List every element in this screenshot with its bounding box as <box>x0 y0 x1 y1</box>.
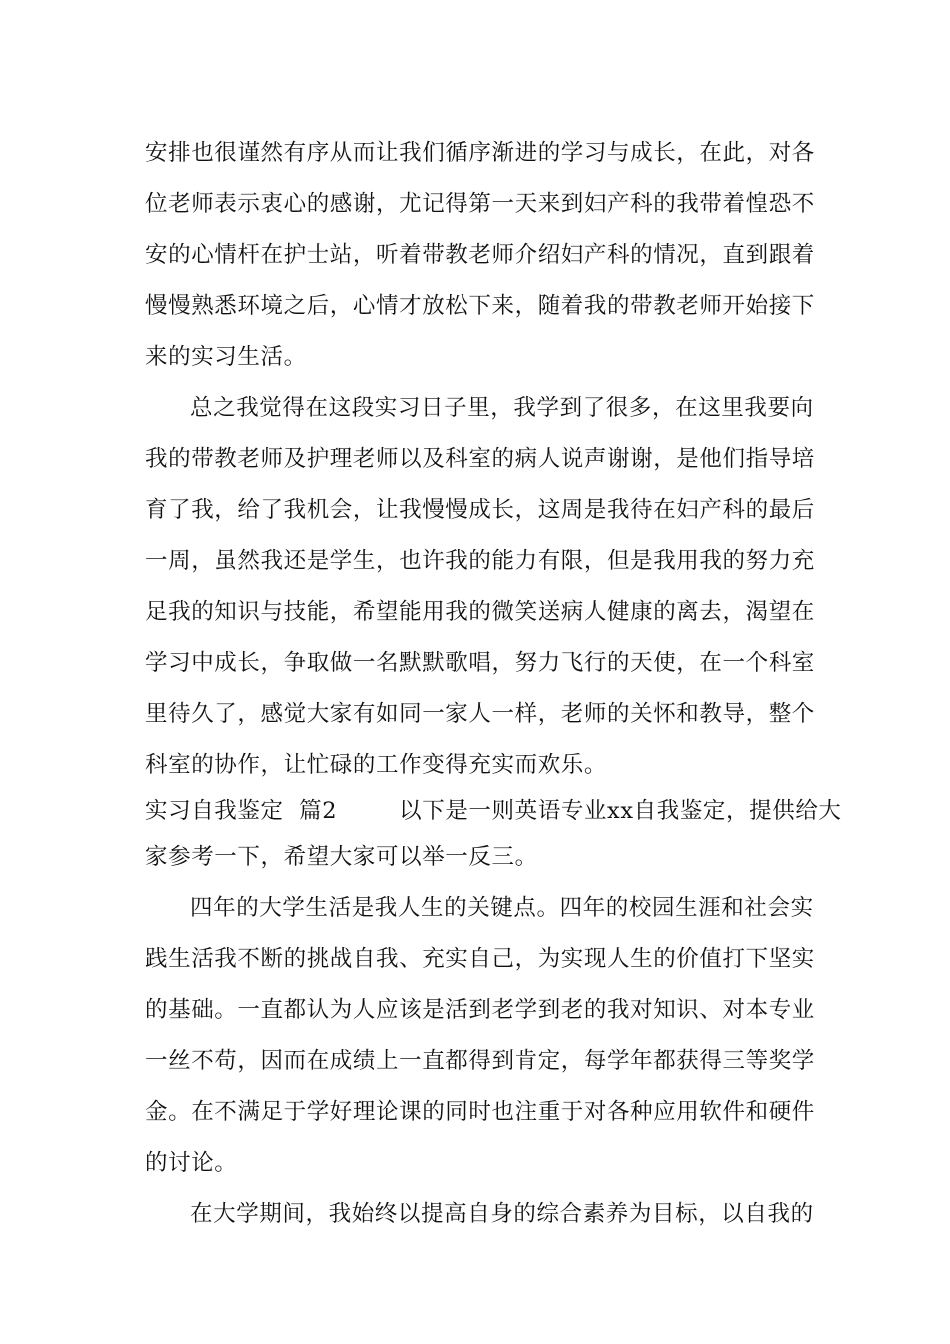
text-line: 我的带教老师及护理老师以及科室的病人说声谢谢，是他们指导培 <box>145 446 815 472</box>
text-line: 足我的知识与技能，希望能用我的微笑送病人健康的离去，渴望在 <box>145 599 815 625</box>
text-line: 在大学期间，我始终以提高自身的综合素养为目标，以自我的 <box>190 1201 814 1227</box>
text-line: 一周，虽然我还是学生，也许我的能力有限，但是我用我的努力充 <box>145 548 815 574</box>
text-line: 的基础。一直都认为人应该是活到老学到老的我对知识、对本专业 <box>145 997 815 1023</box>
text-line: 慢慢熟悉环境之后，心情才放松下来，随着我的带教老师开始接下 <box>145 293 815 319</box>
text-line: 践生活我不断的挑战自我、充实自己，为实现人生的价值打下坚实 <box>145 946 815 972</box>
text-line: 一丝不苟，因而在成绩上一直都得到肯定，每学年都获得三等奖学 <box>145 1048 815 1074</box>
text-line: 来的实习生活。 <box>145 344 307 370</box>
text-line: 总之我觉得在这段实习日子里，我学到了很多，在这里我要向 <box>190 395 814 421</box>
text-line: 金。在不满足于学好理论课的同时也注重于对各种应用软件和硬件 <box>145 1099 815 1125</box>
text-line: 里待久了，感觉大家有如同一家人一样，老师的关怀和教导，整个 <box>145 701 815 727</box>
text-line: 家参考一下，希望大家可以举一反三。 <box>145 844 538 870</box>
text-line: 的讨论。 <box>145 1150 238 1176</box>
text-line: 安的心情杆在护士站，听着带教老师介绍妇产科的情况，直到跟着 <box>145 242 815 268</box>
text-line: 安排也很谨然有序从而让我们循序渐进的学习与成长，在此，对各 <box>145 140 815 166</box>
text-line: 位老师表示衷心的感谢，尤记得第一天来到妇产科的我带着惶恐不 <box>145 191 815 217</box>
text-line: 学习中成长，争取做一名默默歌唱，努力飞行的天使，在一个科室 <box>145 650 815 676</box>
section-heading-line: 实习自我鉴定 篇2 以下是一则英语专业xx自我鉴定，提供给大 <box>145 798 842 824</box>
text-line: 育了我，给了我机会，让我慢慢成长，这周是我待在妇产科的最后 <box>145 497 815 523</box>
text-line: 科室的协作，让忙碌的工作变得充实而欢乐。 <box>145 752 608 778</box>
text-line: 四年的大学生活是我人生的关键点。四年的校园生涯和社会实 <box>190 895 814 921</box>
